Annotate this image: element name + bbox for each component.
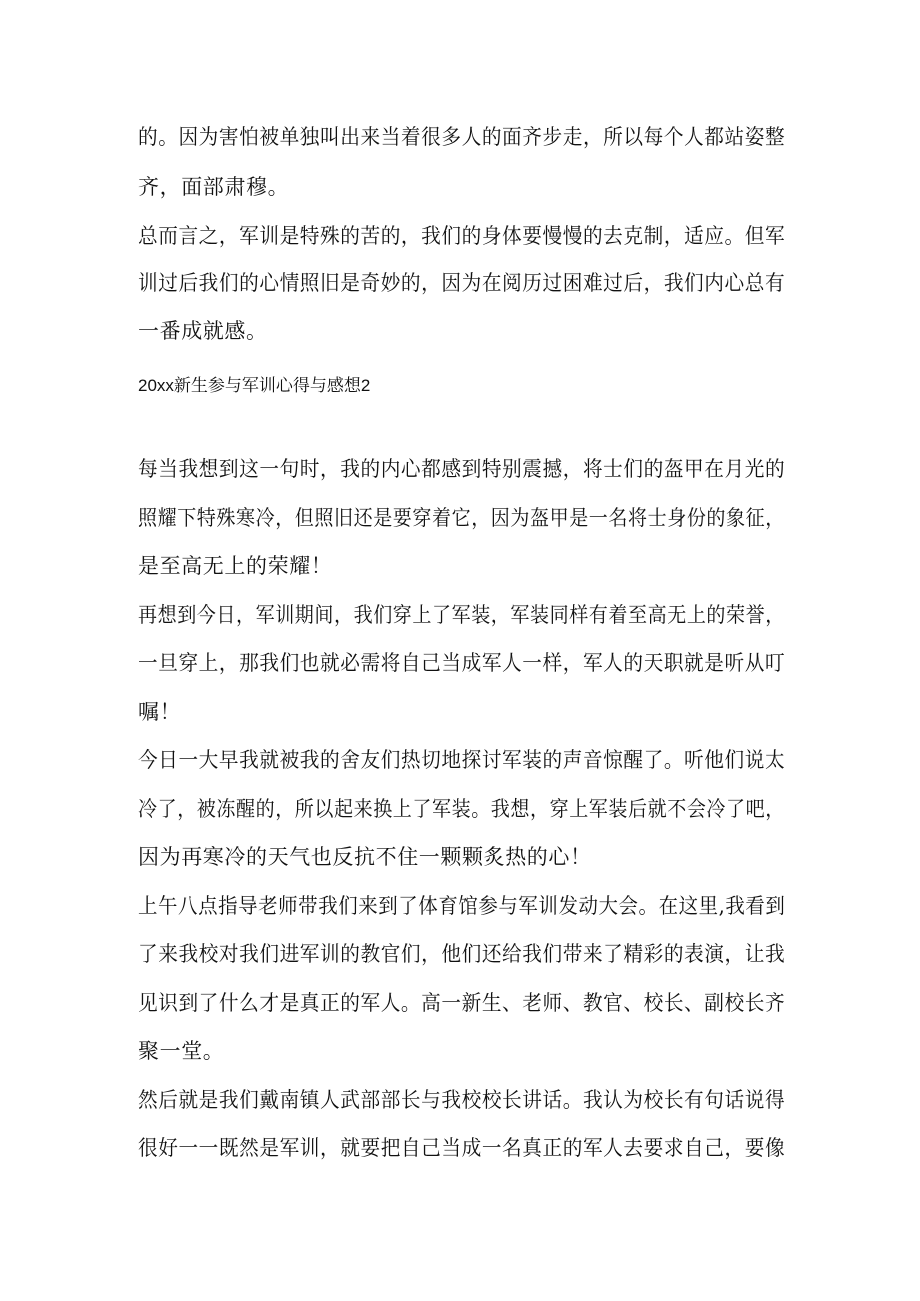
- text-line: 今日一大早我就被我的舍友们热切地探讨军装的声音惊醒了。听他们说太: [138, 748, 786, 772]
- text-line: 齐，面部肃穆。: [138, 175, 290, 199]
- text-line: 一旦穿上，那我们也就必需将自己当成军人一样，军人的天职就是听从叮: [138, 651, 786, 675]
- text-line: 上午八点指导老师带我们来到了体育馆参与军训发动大会。在这里,我看到: [138, 894, 786, 918]
- text-line: 训过后我们的心情照旧是奇妙的，因为在阅历过困难过后，我们内心总有: [138, 271, 786, 295]
- text-line: 一番成就感。: [138, 319, 268, 343]
- text-line: 因为再寒冷的天气也反抗不住一颗颗炙热的心！: [138, 845, 592, 869]
- text-line: 的。因为害怕被单独叫出来当着很多人的面齐步走，所以每个人都站姿整: [138, 125, 786, 149]
- text-line: 聚一堂。: [138, 1039, 225, 1063]
- text-line: 是至高无上的荣耀！: [138, 554, 333, 578]
- text-line: 照耀下特殊寒冷，但照旧还是要穿着它，因为盔甲是一名将士身份的象征，: [138, 506, 785, 530]
- text-line: 总而言之，军训是特殊的苦的，我们的身体要慢慢的去克制，适应。但军: [138, 224, 786, 248]
- text-line: 然后就是我们戴南镇人武部部长与我校校长讲话。我认为校长有句话说得: [138, 1088, 786, 1112]
- text-line: 再想到今日，军训期间，我们穿上了军装，军装同样有着至高无上的荣誉，: [138, 603, 785, 627]
- text-line: 每当我想到这一句时，我的内心都感到特别震撼，将士们的盔甲在月光的: [138, 457, 786, 481]
- text-line: 很好一一既然是军训，就要把自己当成一名真正的军人去要求自己，要像: [138, 1136, 786, 1160]
- text-line: 嘱！: [138, 700, 182, 724]
- text-line: 冷了，被冻醒的，所以起来换上了军装。我想，穿上军装后就不会冷了吧，: [138, 797, 785, 821]
- text-line: 见识到了什么才是真正的军人。高一新生、老师、教官、校长、副校长齐: [138, 991, 786, 1015]
- text-line: 了来我校对我们进军训的教官们，他们还给我们带来了精彩的表演，让我: [138, 942, 786, 966]
- section-heading: 20xx新生参与军训心得与感想2: [138, 376, 371, 395]
